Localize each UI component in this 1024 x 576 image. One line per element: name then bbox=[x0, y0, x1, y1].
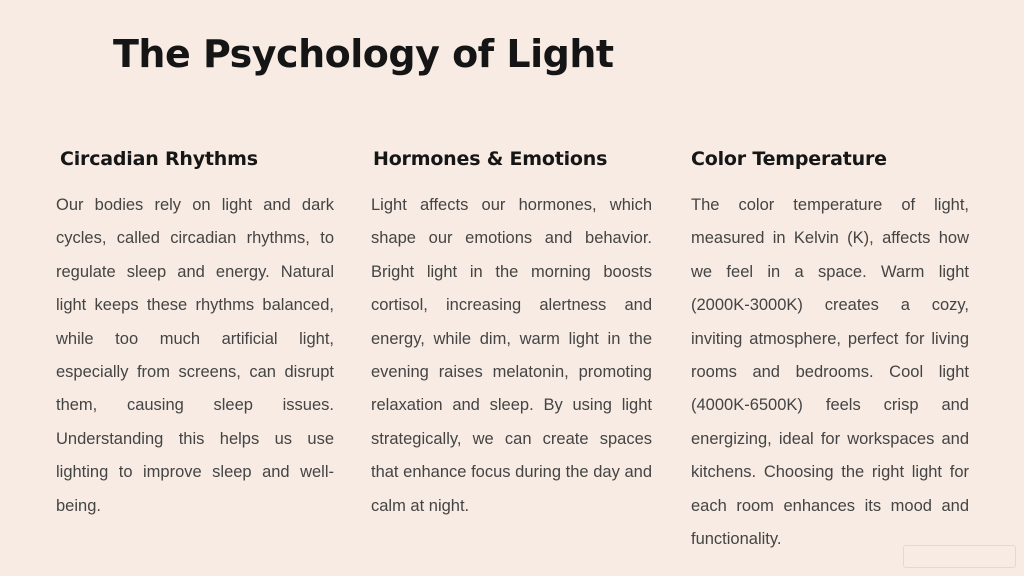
corner-frame bbox=[903, 545, 1016, 568]
column-color-temperature bbox=[691, 146, 969, 556]
column-body: The color temperature of light, measured in Kelvin (K), affects how we feel in a space. Warm light (2000K-3000K) creates a cozy, inviting atmosphere, perfect for living rooms and bedrooms. Cool light (4000K-6500K) feels crisp and energizing, ideal for workspaces and kitchens. Choosing the right light for each room enhances its mood and functionality. bbox=[691, 196, 969, 549]
column-hormones-emotions bbox=[371, 146, 652, 523]
column-body: Light affects our hormones, which shape our emotions and behavior. Bright light in the morning boosts cortisol, increasing alertness and energy, while dim, warm light in the evening raises melatonin, promoting relaxation and sleep. By using light strategically, we can create spaces that enhance focus during the day and calm at night. bbox=[371, 196, 652, 515]
column-circadian-rhythms bbox=[56, 146, 334, 523]
slide-title: The Psychology of Light bbox=[113, 32, 614, 76]
column-heading: Circadian Rhythms bbox=[60, 148, 258, 170]
column-heading: Color Temperature bbox=[691, 148, 887, 170]
column-body: Our bodies rely on light and dark cycles, called circadian rhythms, to regulate sleep and energy. Natural light keeps these rhythms balanced, while too much artificial light, especially from screens, can disrupt them, causing sleep issues. Understanding this helps us use lighting to improve sleep and well-being. bbox=[56, 196, 334, 515]
column-heading: Hormones & Emotions bbox=[373, 148, 608, 170]
